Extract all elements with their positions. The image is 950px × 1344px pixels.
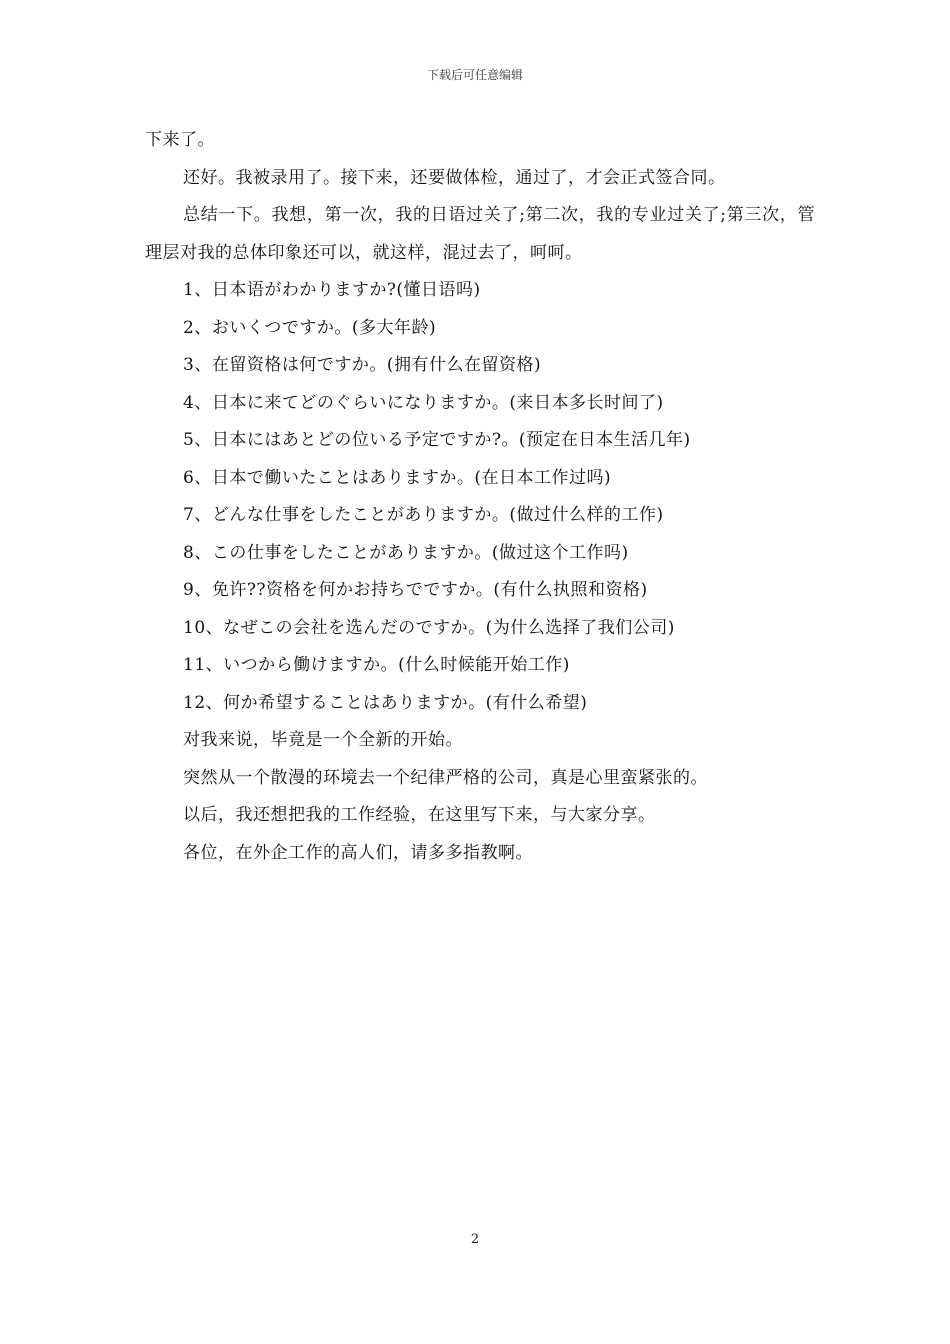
paragraph: 总结一下。我想，第一次，我的日语过关了;第二次，我的专业过关了;第三次，管理层对我的总体印象还可以，就这样，混过去了，呵呵。 [145,205,815,263]
document-body [145,122,815,872]
page-number: 2 [470,1232,480,1247]
question-item: 3、在留资格は何ですか。(拥有什么在留资格) [183,355,542,375]
question-item: 10、なぜこの会社を选んだのですか。(为什么选择了我们公司) [183,617,675,638]
question-item: 11、いつから働けますか。(什么时候能开始工作) [183,655,570,675]
question-item: 7、どんな仕事をしたことがありますか。(做过什么样的工作) [183,505,664,525]
question-item: 5、日本にはあとどの位いる予定ですか?。(预定在日本生活几年) [183,430,691,450]
question-item: 8、この仕事をしたことがありますか。(做过这个工作吗) [183,542,629,563]
paragraph: 突然从一个散漫的环境去一个纪律严格的公司，真是心里蛮紧张的。 [183,767,708,788]
paragraph: 还好。我被录用了。接下来，还要做体检，通过了，才会正式签合同。 [183,167,726,188]
page-header: 下载后可任意编辑 [426,68,523,82]
question-item: 12、何か希望することはありますか。(有什么希望) [183,692,588,713]
question-item: 6、日本で働いたことはありますか。(在日本工作过吗) [183,467,612,488]
question-item: 2、おいくつですか。(多大年龄) [183,317,437,338]
paragraph: 下来了。 [145,130,215,150]
question-item: 9、免许??资格を何かお持ちでですか。(有什么执照和资格) [183,580,648,600]
paragraph: 对我来说，毕竟是一个全新的开始。 [183,730,463,750]
paragraph: 各位，在外企工作的高人们，请多多指教啊。 [183,842,533,863]
question-item: 4、日本に来てどのぐらいになりますか。(来日本多长时间了) [183,392,664,413]
paragraph: 以后，我还想把我的工作经验，在这里写下来，与大家分享。 [183,805,656,825]
question-item: 1、日本语がわかりますか?(懂日语吗) [183,280,481,300]
